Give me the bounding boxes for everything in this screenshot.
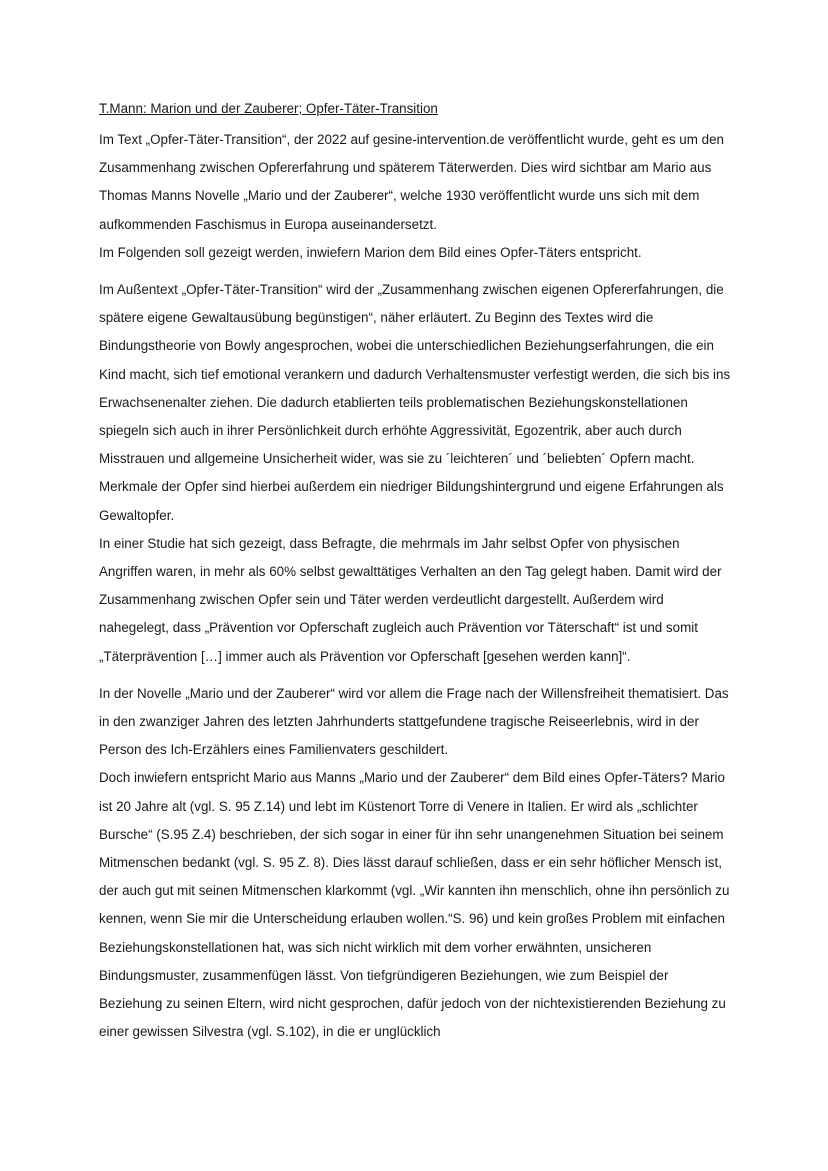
- paragraph-thesis: Im Folgenden soll gezeigt werden, inwiefern Marion dem Bild eines Opfer-Täters entspricht.: [99, 244, 642, 260]
- paragraph-study: In einer Studie hat sich gezeigt, dass Befragte, die mehrmals im Jahr selbst Opfer von physischen Angriffen waren, in mehr als 60% selbst gewalttätiges Verhalten an den Tag gelegt haben. Damit wird der Zusammenhang zwischen Opfer sein und Täter werden verdeutlicht dargestellt. Außerdem wird nahegelegt, dass „Prävention vor Opferschaft zugleich auch Prävention vor Täterschaft“ ist und somit „Täterprävention […] immer auch als Prävention vor Opferschaft [gesehen werden kann]“.: [99, 535, 722, 664]
- paragraph-external-text: Im Außentext „Opfer-Täter-Transition“ wird der „Zusammenhang zwischen eigenen Opfererfahrungen, die spätere eigene Gewaltausübung begünstigen“, näher erläutert. Zu Beginn des Textes wird die Bindungstheorie von Bowly angesprochen, wobei die unterschiedlichen Beziehungserfahrungen, die ein Kind macht, sich tief emotional verankern und dadurch Verhaltensmuster verfestigt werden, die sich bis ins Erwachsenenalter ziehen. Die dadurch etablierten teils problematischen Beziehungskonstellationen spiegeln sich auch in ihrer Persönlichkeit durch erhöhte Aggressivität, Egozentrik, aber auch durch Misstrauen und allgemeine Unsicherheit wider, was sie zu ´leichteren´ und ´beliebten´ Opfern macht.: [99, 282, 731, 467]
- document-title: T.Mann: Marion und der Zauberer; Opfer-Täter-Transition: [99, 101, 438, 116]
- paragraph-novella: In der Novelle „Mario und der Zauberer“ wird vor allem die Frage nach der Willensfreiheit thematisiert. Das in den zwanziger Jahren des letzten Jahrhunderts stattgefundene tragische Reiseerlebnis, wird in der Person des Ich-Erzählers eines Familienvaters geschildert.: [99, 685, 729, 758]
- document-page: [99, 100, 734, 1047]
- paragraph-mario: Doch inwiefern entspricht Mario aus Manns „Mario und der Zauberer“ dem Bild eines Opfer-Täters? Mario ist 20 Jahre alt (vgl. S. 95 Z.14) und lebt im Küstenort Torre di Venere in Italien. Er wird als „schlichter Bursche“ (S.95 Z.4) beschrieben, der sich sogar in einer für ihn sehr unangenehmen Situation bei seinem Mitmenschen bedankt (vgl. S. 95 Z. 8). Dies lässt darauf schließen, dass er ein sehr höflicher Mensch ist, der auch gut mit seinen Mitmenschen klarkommt (vgl. „Wir kannten ihn menschlich, ohne ihn persönlich zu kennen, wenn Sie mir die Unterscheidung erlauben wollen.“S. 96) und kein großes Problem mit einfachen Beziehungskonstellationen hat, was sich nicht wirklich mit dem vorher erwähnten, unsicheren Bindungsmuster, zusammenfügen lässt. Von tiefgründigeren Beziehungen, wie zum Beispiel der Beziehung zu seinen Eltern, wird nicht gesprochen, dafür jedoch von der nichtexistierenden Beziehung zu einer gewissen Silvestra (vgl. S.102), in die er unglücklich: [99, 770, 730, 1040]
- paragraph-victim-features: Merkmale der Opfer sind hierbei außerdem ein niedriger Bildungshintergrund und eigene Erfahrungen als Gewaltopfer.: [99, 479, 724, 523]
- paragraph-intro: Im Text „Opfer-Täter-Transition“, der 2022 auf gesine-intervention.de veröffentlicht wurde, geht es um den Zusammenhang zwischen Opfererfahrung und späterem Täterwerden. Dies wird sichtbar am Mario aus Thomas Manns Novelle „Mario und der Zauberer“, welche 1930 veröffentlicht wurde uns sich mit dem aufkommenden Faschismus in Europa auseinandersetzt.: [99, 132, 724, 232]
